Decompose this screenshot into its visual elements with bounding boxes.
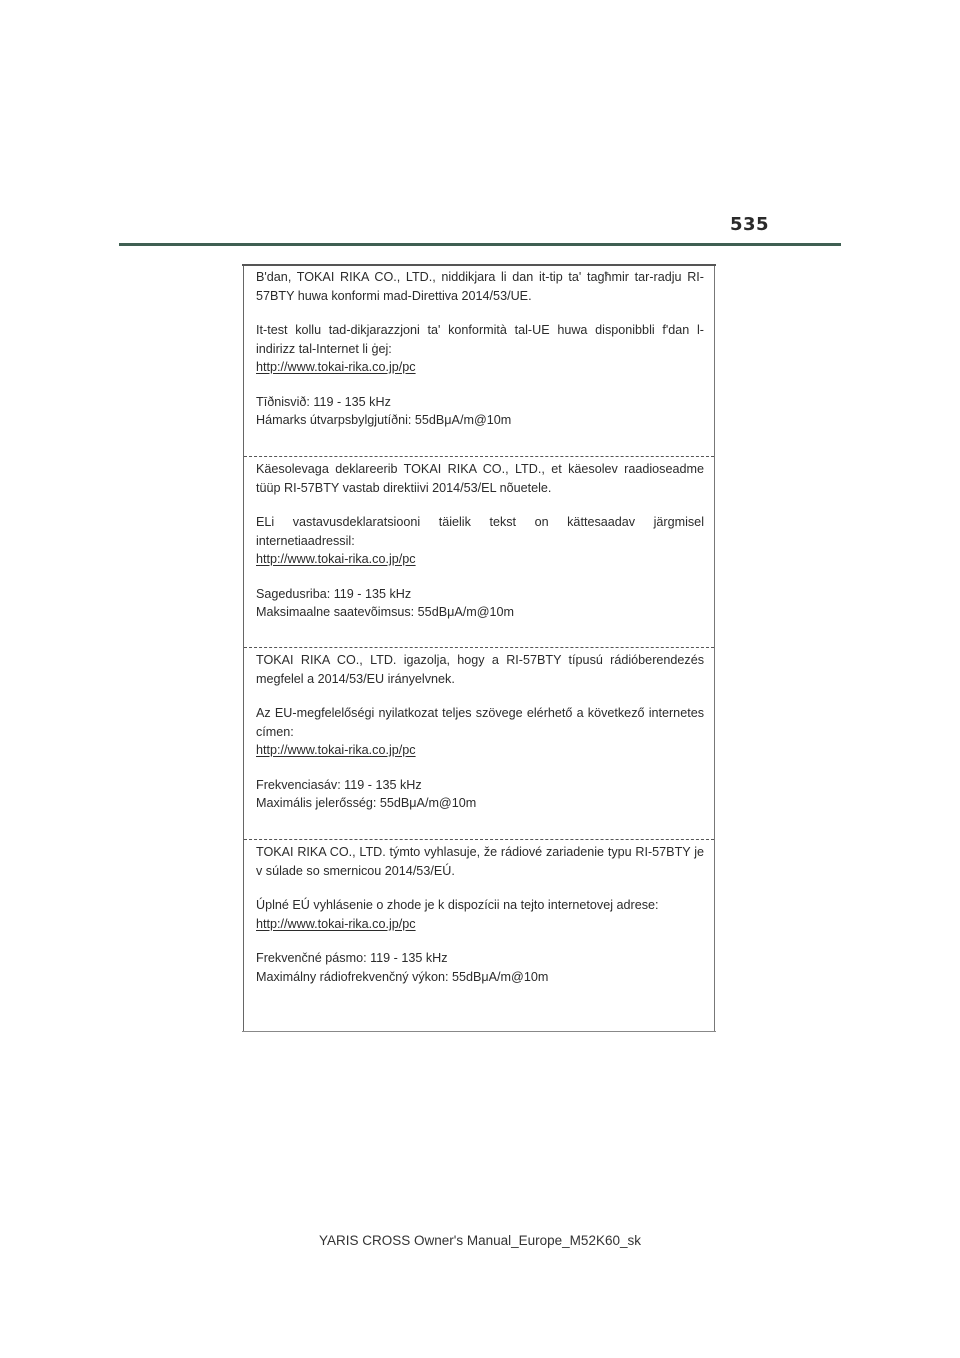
declaration-link[interactable]: http://www.tokai-rika.co.jp/pc [256, 552, 416, 566]
max-emission: Maksimaalne saatevõimsus: 55dBμA/m@10m [256, 605, 515, 619]
frequency-band: Frekvenciasáv: 119 - 135 kHz [256, 777, 422, 792]
max-emission: Maximálny rádiofrekvenčný výkon: 55dBμA/m@10m [256, 969, 549, 984]
declaration-estonian [244, 456, 714, 622]
declaration-link[interactable]: http://www.tokai-rika.co.jp/pc [256, 743, 416, 757]
frequency-band: Sagedusriba: 119 - 135 kHz [256, 586, 412, 601]
max-emission: Maximális jelerősség: 55dBμA/m@10m [256, 796, 477, 810]
footer-manual-title: YARIS CROSS Owner's Manual_Europe_M52K60_sk [319, 1233, 641, 1248]
declaration-info: Az EU-megfelelőségi nyilatkozat teljes szövege elérhető a következő internetes címen: [256, 706, 704, 739]
declaration-link[interactable]: http://www.tokai-rika.co.jp/pc [256, 916, 416, 931]
declaration-lead: Käesolevaga deklareerib TOKAI RIKA CO., LTD., et käesolev raadioseadme tüüp RI-57BTY vastab direktiivi 2014/53/EL nõuetele. [256, 462, 704, 495]
declaration-info: It-test kollu tad-dikjarazzjoni ta' konformità tal-UE huwa disponibbli f'dan l-indirizz tal-Internet li ġej: [256, 323, 704, 356]
declaration-info: ELi vastavusdeklaratsiooni täielik tekst on kättesaadav järgmisel internetiaadressil: [256, 515, 704, 548]
page-number: 535 [730, 214, 770, 235]
declaration-lead: TOKAI RIKA CO., LTD. týmto vyhlasuje, že rádiové zariadenie typu RI-57BTY je v súlade so smernicou 2014/53/EÚ. [256, 845, 704, 878]
declaration-link[interactable]: http://www.tokai-rika.co.jp/pc [256, 360, 416, 374]
declaration-info: Úplné EÚ vyhlásenie o zhode je k dispozícii na tejto internetovej adrese: [256, 898, 659, 912]
declaration-scan [243, 264, 715, 1032]
header-rule [119, 243, 841, 246]
declaration-slovak [244, 839, 714, 986]
declaration-maltese [244, 266, 714, 430]
declaration-hungarian [244, 647, 714, 813]
frequency-band: Frekvenčné pásmo: 119 - 135 kHz [256, 951, 448, 965]
declaration-lead: TOKAI RIKA CO., LTD. igazolja, hogy a RI-57BTY típusú rádióberendezés megfelel a 2014/53/EU irányelvnek. [256, 653, 704, 686]
frequency-band: Tīðnisvið: 119 - 135 kHz [256, 394, 391, 409]
declaration-lead: B'dan, TOKAI RIKA CO., LTD., niddikjara li dan it-tip ta' tagħmir tar-radju RI-57BTY huwa konformi mad-Direttiva 2014/53/UE. [256, 270, 704, 303]
max-emission: Hámarks útvarpsbylgjutíðni: 55dBμA/m@10m [256, 413, 512, 427]
scan-bottom-rule [242, 1031, 716, 1032]
